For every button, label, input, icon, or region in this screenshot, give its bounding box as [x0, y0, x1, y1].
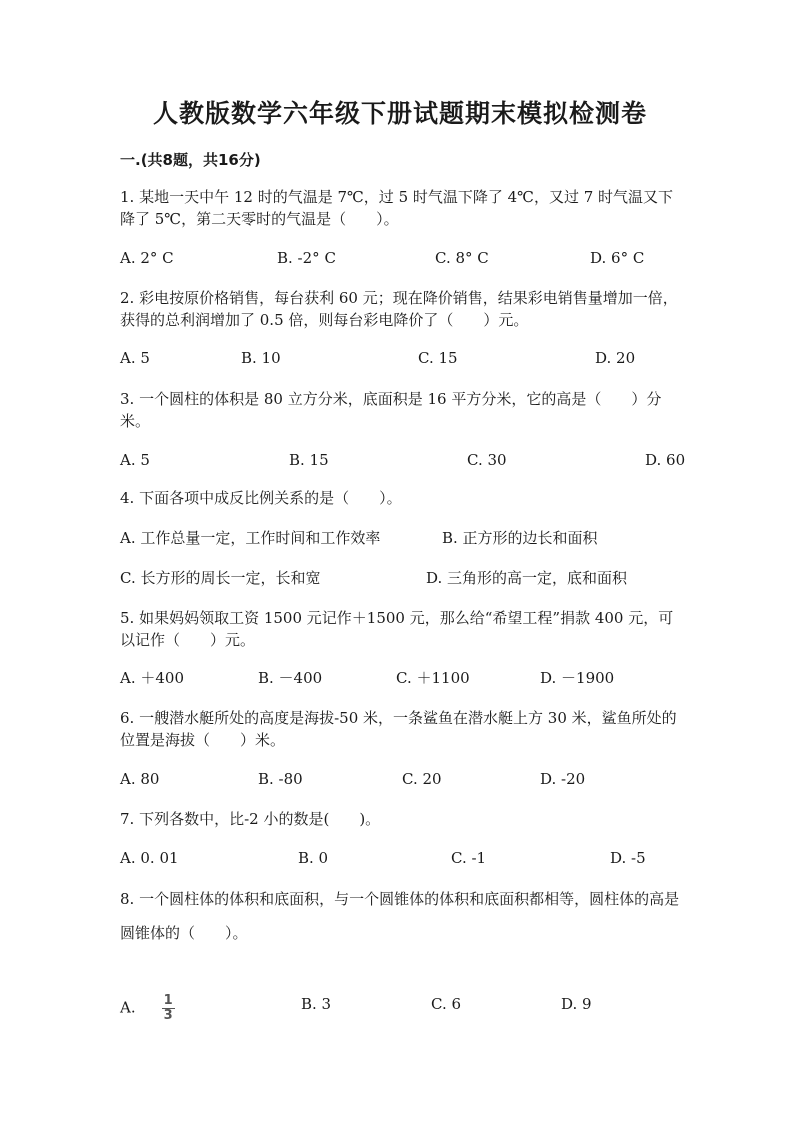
- question-text: 3. 一个圆柱的体积是 80 立方分米，底面积是 16 平方分米，它的高是（ ）分米。: [120, 390, 662, 430]
- option-a: A. ＋400: [120, 669, 184, 687]
- option-a: [120, 994, 175, 1023]
- option-b: B. -2° C: [277, 249, 336, 267]
- page-title: 人教版数学六年级下册试题期末模拟检测卷: [152, 99, 647, 128]
- option-d: D. 6° C: [590, 249, 645, 267]
- question-text: 2. 彩电按原价格销售，每台获利 60 元；现在降价销售，结果彩电销售量增加一倍，获得的总利润增加了 0.5 倍，则每台彩电降价了（ ）元。: [120, 289, 678, 329]
- option-c: C. -1: [451, 849, 487, 867]
- option-b: B. 15: [289, 451, 329, 469]
- question-text: 6. 一艘潜水艇所处的高度是海拔-50 米，一条鲨鱼在潜水艇上方 30 米，鲨鱼所处的位置是海拔（ ）米。: [120, 709, 677, 749]
- option-d: D. -5: [610, 849, 646, 867]
- fraction-numerator: 1: [163, 993, 173, 1008]
- question-text: 7. 下列各数中，比-2 小的数是( )。: [120, 810, 381, 828]
- option-d: D. 三角形的高一定，底和面积: [426, 569, 628, 587]
- fraction-denominator: 3: [163, 1008, 173, 1023]
- option-b: B. 正方形的边长和面积: [442, 529, 598, 547]
- option-a: A. 2° C: [120, 249, 174, 267]
- option-d: D. －1900: [540, 669, 615, 687]
- option-c: C. 30: [467, 451, 507, 469]
- option-a-label: A.: [120, 998, 136, 1017]
- option-a: A. 0. 01: [120, 849, 179, 867]
- option-b: B. -80: [258, 770, 303, 788]
- option-d: D. -20: [540, 770, 586, 788]
- option-d: D. 20: [595, 349, 636, 367]
- option-b: B. 10: [241, 349, 281, 367]
- option-b: B. 0: [298, 849, 329, 867]
- option-b: B. 3: [301, 995, 332, 1013]
- option-b: B. －400: [258, 669, 323, 687]
- option-d: D. 9: [561, 995, 592, 1013]
- question-text: 5. 如果妈妈领取工资 1500 元记作＋1500 元，那么给“希望工程”捐款 400 元，可以记作（ ）元。: [120, 609, 674, 649]
- option-c: C. ＋1100: [396, 669, 470, 687]
- option-c: C. 20: [402, 770, 442, 788]
- question-text: 8. 一个圆柱体的体积和底面积，与一个圆锥体的体积和底面积都相等，圆柱体的高是圆锥体的（ ）。: [120, 890, 680, 942]
- option-d: D. 60: [645, 451, 686, 469]
- section-heading: 一.(共8题，共16分): [120, 151, 261, 169]
- fraction-one-third: [162, 994, 175, 1023]
- option-a: A. 5: [120, 451, 150, 469]
- option-c: C. 长方形的周长一定，长和宽: [120, 569, 321, 587]
- option-c: C. 8° C: [435, 249, 489, 267]
- option-c: C. 15: [418, 349, 458, 367]
- question-text: 4. 下面各项中成反比例关系的是（ ）。: [120, 489, 402, 507]
- option-a: A. 工作总量一定，工作时间和工作效率: [120, 529, 381, 547]
- option-a: A. 5: [120, 349, 150, 367]
- option-a: A. 80: [120, 770, 160, 788]
- question-text: 1. 某地一天中午 12 时的气温是 7℃，过 5 时气温下降了 4℃，又过 7 时气温又下降了 5℃，第二天零时的气温是（ ）。: [120, 188, 674, 228]
- option-c: C. 6: [431, 995, 462, 1013]
